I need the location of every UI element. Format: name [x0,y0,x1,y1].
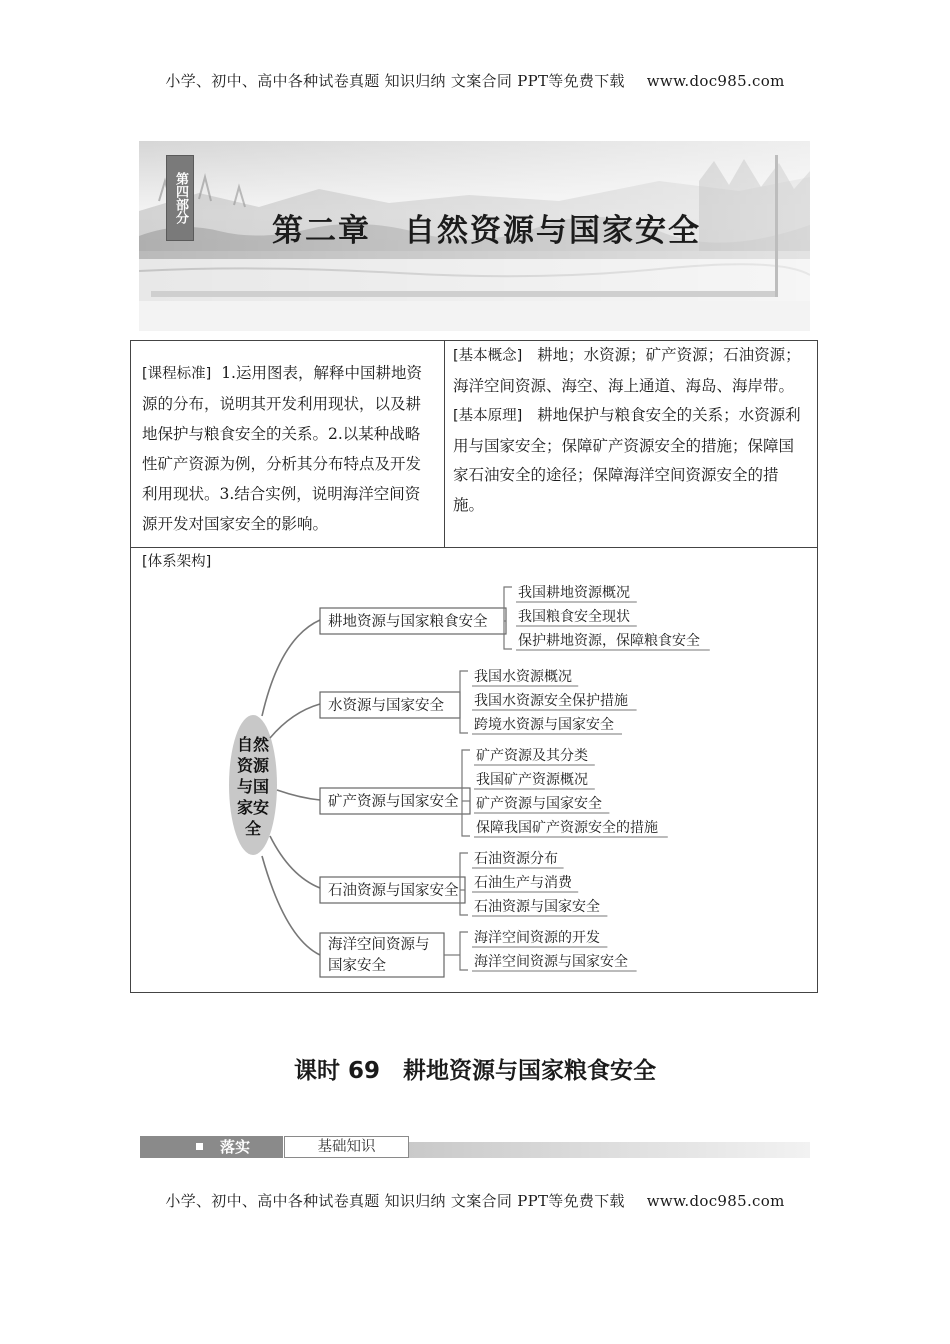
section-secondary-tab: 基础知识 [284,1136,409,1158]
mindmap-leaf: 矿产资源及其分类 [476,748,588,764]
mindmap-center-line: 与国 [236,777,270,796]
mindmap-branch [320,932,468,977]
mindmap-leaf: 保护耕地资源，保障粮食安全 [518,633,700,649]
section-bar [140,1136,810,1162]
mindmap-center-line: 家安 [236,798,270,817]
part-tag: 第四部分 [166,155,194,241]
basic-principle-tag: [基本原理] [453,408,523,424]
mindmap-center-line: 自然 [236,735,270,754]
footer-url[interactable]: www.doc985.com [646,1192,785,1210]
basic-concept-text: 耕地；水资源；矿产资源；石油资源；海洋空间资源、海空、海上通道、海岛、海岸带。 [453,346,801,395]
basic-concept-tag: [基本概念] [453,348,523,364]
header-url[interactable]: www.doc985.com [646,72,785,90]
square-bullet-icon [196,1143,203,1150]
mindmap-leaf: 保障我国矿产资源安全的措施 [476,820,658,836]
mindmap-leaf: 海洋空间资源与国家安全 [474,954,628,970]
branch-label: 海洋空间资源与 [328,937,430,953]
basic-principle-text: 耕地保护与粮食安全的关系；水资源利用与国家安全；保障矿产资源安全的措施；保障国家石油安全的途径；保障海洋空间资源安全的措施。 [453,406,801,514]
header-text: 小学、初中、高中各种试卷真题 知识归纳 文案合同 PPT等免费下载 [165,72,625,90]
section-primary-tab [140,1136,283,1158]
mindmap-branch [320,671,468,733]
section-primary-label: 落实 [220,1138,251,1156]
branch-label: 水资源与国家安全 [328,698,444,714]
branch-label: 矿产资源与国家安全 [328,794,459,810]
mindmap-leaf: 我国水资源概况 [474,669,572,685]
leaf-bracket [460,671,468,733]
architecture-tag: [体系架构] [142,554,212,570]
curriculum-standard-text: 1.运用图表，解释中国耕地资源的分布，说明其开发利用现状，以及耕地保护与粮食安全的关系。2.以某种战略性矿产资源为例，分析其分布特点及开发利用现状。3.结合实例，说明海洋空间资源开发对国家安全的影响。 [142,364,422,533]
mindmap-center-line: 全 [244,819,262,838]
mindmap-leaf: 海洋空间资源的开发 [474,930,600,946]
branch-label: 石油资源与国家安全 [328,883,459,899]
mindmap-leaf: 石油资源与国家安全 [474,899,600,915]
mindmap-branch [320,853,468,915]
mindmap-leaf: 我国粮食安全现状 [518,609,630,625]
footer-text: 小学、初中、高中各种试卷真题 知识归纳 文案合同 PPT等免费下载 [165,1192,625,1210]
mindmap-leaf: 我国水资源安全保护措施 [474,693,628,709]
chapter-title: 第二章 自然资源与国家安全 [272,213,701,249]
leaf-bracket [460,932,468,970]
section-bar-fade [409,1142,810,1158]
page-footer [0,1190,950,1211]
mindmap-leaf: 矿产资源与国家安全 [476,796,602,812]
curriculum-standard-tag: [课程标准] [142,366,212,382]
mindmap-branch [320,750,470,836]
mindmap-leaf: 我国耕地资源概况 [518,585,630,601]
branch-label: 耕地资源与国家粮食安全 [328,614,488,630]
lesson-title: 课时 69 耕地资源与国家粮食安全 [293,1058,656,1084]
branch-label: 国家安全 [328,958,386,974]
mindmap-branch [320,587,512,649]
mindmap-center-line: 资源 [236,756,270,775]
mindmap-leaf: 我国矿产资源概况 [476,772,588,788]
mindmap-leaf: 石油资源分布 [474,851,558,867]
mindmap-leaf: 跨境水资源与国家安全 [474,717,614,733]
mindmap-leaf: 石油生产与消费 [474,875,572,891]
